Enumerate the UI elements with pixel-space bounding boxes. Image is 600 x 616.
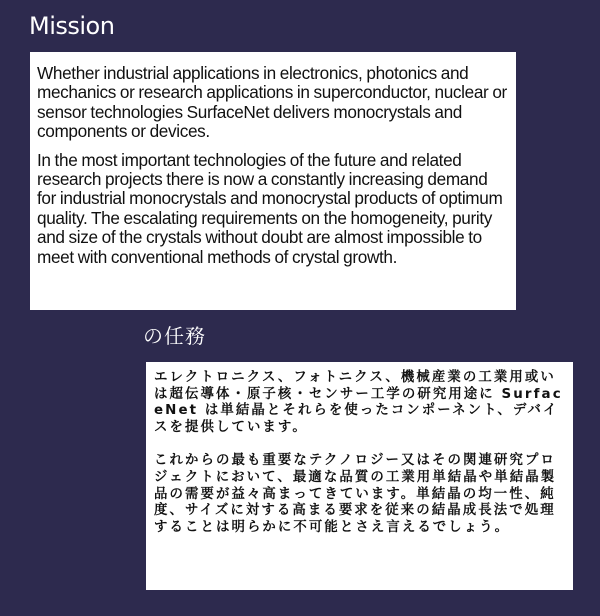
- mission-text-box-ja: [146, 362, 573, 590]
- mission-heading-ja: の任務: [143, 324, 206, 348]
- mission-ja-paragraph-2: これからの最も重要なテクノロジー又はその関連研究プロジェクトにおいて、最適な品質の工業用単結晶や単結晶製品の需要が益々高まってきています。単結晶の均一性、純度、サイズに対する高まる要求を従来の結晶成長法で処理することは明らかに不可能とさえ言えるでしょう。: [154, 453, 557, 535]
- mission-heading: Mission: [29, 12, 115, 40]
- mission-paragraph-1: Whether industrial applications in electronics, photonics and mechanics or research applications in superconductor, nuclear or sensor technologies SurfaceNet delivers monocrystals and components or devices.: [37, 63, 507, 142]
- mission-ja-paragraph-1: エレクトロニクス、フォトニクス、機械産業の工業用或いは超伝導体・原子核・センサー工学の研究用途に SurfaceNet は単結晶とそれらを使ったコンポーネント、デバイスを提供しています。: [154, 370, 563, 435]
- mission-text-box-en: [30, 52, 516, 310]
- mission-paragraph-2: In the most important technologies of the future and related research projects there is now a constantly increasing demand for industrial monocrystals and monocrystal products of optimum quality. The escalating requirements on the homogeneity, purity and size of the crystals without doubt are almost impossible to meet with conventional methods of crystal growth.: [37, 149, 503, 267]
